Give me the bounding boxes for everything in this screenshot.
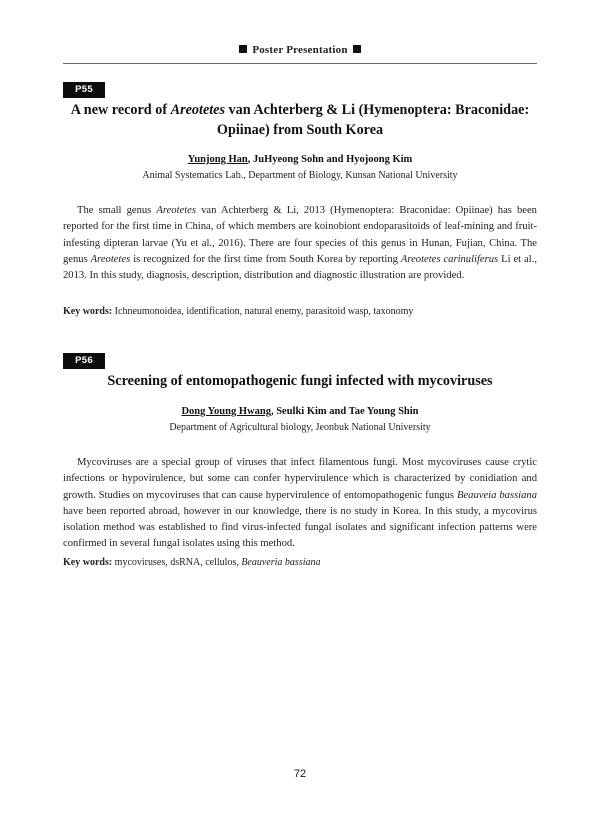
abstract-id-badge: P55 [63, 82, 105, 98]
square-bullet-icon [353, 45, 361, 53]
abstract-id-badge: P56 [63, 353, 105, 369]
abstract-title: Screening of entomopathogenic fungi infected with mycoviruses [107, 373, 493, 389]
genus-name: Areotetes [170, 102, 225, 118]
keywords: Key words: Ichneumonoidea, identification, natural enemy, parasitoid wasp, taxonomy [63, 306, 414, 317]
presenting-author: Yunjong Han [187, 154, 248, 165]
keywords-label: Key words: [63, 557, 113, 568]
keywords-label: Key words: [63, 306, 113, 317]
author-list [63, 154, 537, 165]
author-list [63, 406, 537, 417]
abstract-body: Mycoviruses are a special group of viruses that infect filamentous fungi. Most mycoviruses cause crytic infections or hypovirulence, but some can confer hypervirulence which is characterized by conidiation and growth. Studies on mycoviruses that can cause hypervirulence of entomopathogenic fungus Beauveia bassiana have been reported abroad, however in our knowledge, there is no study in Korea. In this study, a mycovirus isolation method was established to find virus-infected fungal isolates and significant infection patterns were confirmed in several fungal isolates using this method. [63, 457, 537, 550]
coauthors: , Seulki Kim and Tae Young Shin [270, 406, 419, 417]
keywords: Key words: mycoviruses, dsRNA, cellulos, Beauveria bassiana [63, 557, 321, 568]
running-header [0, 44, 600, 56]
abstract-title: A new record of Areotetes van Achterberg & Li (Hymenoptera: Braconidae: Opiinae) from South Korea [70, 102, 530, 138]
affiliation: Department of Agricultural biology, Jeonbuk National University [169, 422, 431, 433]
header-rule [63, 63, 537, 64]
presenting-author: Dong Young Hwang [181, 406, 271, 417]
coauthors: , JuHyeong Sohn and Hyojoong Kim [247, 154, 413, 165]
abstract-body: The small genus Areotetes van Achterberg & Li, 2013 (Hymenoptera: Braconidae: Opiinae) has been reported for the first time in China, of which members are koinobiont endoparasitoids of leaf-mining and fruit-infesting dipteran larvae (Yu et al., 2016). There are four species of this genus in Hunan, Fujian, China. The genus Areotetes is recognized for the first time from South Korea by reporting Areotetes carinuliferus Li et al., 2013. In this study, diagnosis, description, distribution and diagnostic illustration are provided. [63, 205, 538, 282]
square-bullet-icon [239, 45, 247, 53]
page-number: 72 [293, 768, 307, 780]
affiliation: Animal Systematics Lab., Department of Biology, Kunsan National University [142, 170, 458, 181]
header-label: Poster Presentation [252, 44, 348, 56]
